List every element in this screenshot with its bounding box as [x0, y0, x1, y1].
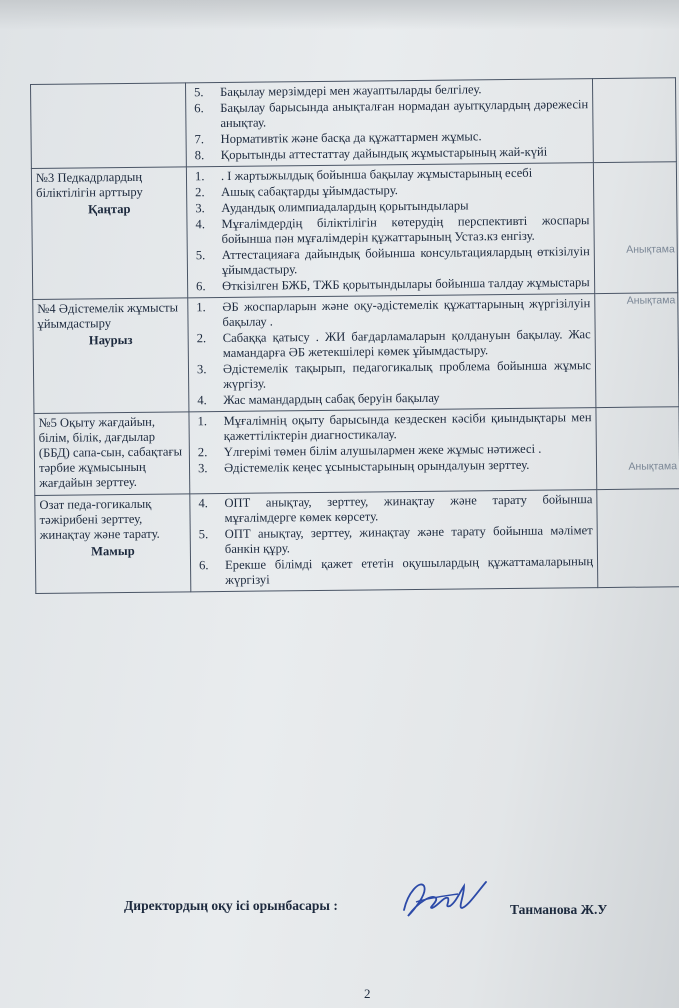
task-item	[190, 97, 588, 131]
result-note: Анықтама	[628, 460, 678, 473]
result-cell	[597, 489, 679, 588]
task-item	[195, 554, 593, 588]
task-list	[194, 492, 593, 588]
task-text: Аудандық олимпиадалардың қорытындылары	[221, 198, 469, 216]
result-note: Анықтама	[626, 294, 676, 307]
task-text: Жас мамандардың сабақ беруін бақылау	[223, 390, 440, 407]
task-number: 5.	[194, 85, 204, 100]
task-number: 4.	[198, 496, 208, 511]
tasks-cell	[186, 163, 594, 298]
task-number: 1.	[196, 300, 206, 315]
month-label: Мамыр	[91, 543, 135, 559]
task-text: Мұғалімдердің біліктілігін көтерудің перспективті жоспары бойынша пән мұғалімдерін құжаттарының Устаз.кз енгізу.	[221, 213, 590, 247]
month-label	[39, 491, 185, 493]
task-number: 6.	[198, 558, 209, 573]
task-number: 7.	[194, 132, 205, 147]
topic-text: №3 Педкадрлардың біліктілігін арттыру	[35, 169, 143, 200]
topic-text	[35, 85, 181, 87]
month-label: Қаңтар	[88, 201, 131, 217]
task-list	[193, 410, 592, 476]
task-number: 3.	[197, 461, 208, 476]
task-number: 4.	[195, 217, 206, 232]
task-number: 3.	[196, 362, 207, 377]
task-item	[192, 296, 590, 330]
task-list	[190, 81, 589, 163]
topic-text: №5 Оқыту жағдайын, білім, білік, дағдылар (ББД) сапа-сын, сабақтағы тәрбие жұмысының жағдайын зерттеу.	[38, 414, 183, 490]
tasks-cell	[188, 294, 596, 412]
result-cell	[595, 293, 679, 408]
topic-cell	[31, 83, 187, 169]
month-label	[35, 87, 181, 89]
task-text: Үлгерімі төмен білім алушылармен жеке жұмыс нәтижесі .	[223, 441, 542, 459]
task-text: ОПТ анықтау, зерттеу, жинақтау және тарату бойынша мәлімет банкін құру.	[224, 523, 593, 556]
task-item	[193, 410, 591, 444]
task-text: Бақылау мерзімдері мен жауаптыларды белгілеу.	[220, 82, 482, 100]
topic-text: Озат педа-гогикалық тәжірибені зерттеу, жинақтау және тарату.	[39, 496, 160, 542]
page-number: 2	[364, 986, 371, 1001]
topic-cell	[34, 412, 190, 496]
table-row	[31, 162, 677, 300]
task-text: ӘБ жоспарларын және оқу-әдістемелік құжаттарының жүргізілуін бақылау .	[222, 296, 591, 329]
task-number: 1.	[197, 414, 208, 429]
result-cell	[596, 407, 679, 490]
table-row	[31, 78, 677, 169]
page-shadow	[0, 0, 679, 30]
task-number: 8.	[194, 148, 205, 163]
table-row	[35, 489, 679, 594]
tasks-cell	[189, 408, 597, 494]
task-text: Әдістемелік тақырып, педагогикалық проблема бойынша жұмыс жүргізу.	[222, 358, 592, 391]
task-number: 5.	[198, 527, 209, 542]
task-number: 3.	[195, 201, 205, 216]
tasks-cell	[190, 490, 598, 592]
handwritten-signature	[398, 872, 490, 928]
task-text: Ашық сабақтарды ұйымдастыру.	[221, 183, 398, 200]
task-item	[191, 213, 589, 247]
table-row	[34, 407, 679, 496]
task-text: Өткізілген БЖБ, ТЖБ қорытындылары бойынша талдау жұмыстары	[222, 275, 590, 293]
task-number: 2.	[195, 185, 205, 200]
task-item	[193, 327, 591, 361]
task-number: 4.	[197, 393, 207, 408]
task-text: Мұғалімнің оқыту барысында кездескен кәсіби қиындықтары мен қажеттіліктерін диагностикалау.	[223, 410, 592, 443]
result-cell	[592, 78, 676, 163]
topic-cell	[35, 494, 191, 594]
task-text: Қорытынды аттестаттау дайындық жұмыстарының жай-күйі	[220, 144, 548, 163]
task-number: 2.	[196, 331, 207, 346]
task-number: 5.	[195, 248, 206, 263]
task-list	[191, 165, 590, 294]
table-row	[33, 293, 679, 414]
result-note: Анықтама	[626, 243, 675, 256]
topic-text: №4 Әдістемелік жұмысты ұйымдастыру	[37, 300, 179, 331]
task-item	[192, 244, 590, 278]
task-number: 6.	[196, 279, 206, 294]
topic-cell	[31, 167, 187, 300]
task-item	[191, 144, 589, 163]
task-item	[193, 358, 591, 392]
plan-table	[30, 77, 679, 594]
topic-cell	[33, 298, 189, 414]
result-cell	[593, 162, 677, 294]
task-text: Ерекше білімді қажет ететін оқушылардың құжаттамаларының жүргізуі	[224, 554, 594, 587]
task-text: Аттестацияаға дайындық бойынша консультациялардың өткізілуін ұйымдастыру.	[221, 244, 590, 277]
task-item	[194, 457, 592, 476]
task-number: 1.	[194, 169, 205, 184]
task-text: Сабаққа қатысу . ЖИ бағдарламаларын қолдануын бақылау. Жас мамандарға ӘБ жетекшілері көмек ұйымдастыру.	[222, 327, 591, 360]
footer-position: Директордың оқу ісі орынбасары :	[124, 898, 338, 913]
task-text: . І жартыжылдық бойынша бақылау жұмыстарының есебі	[220, 165, 533, 184]
task-text: ОПТ анықтау, зерттеу, жинақтау және тарату бойынша мұғалімдерге көмек көрсету.	[224, 492, 593, 525]
task-number: 2.	[197, 445, 208, 460]
task-item	[194, 492, 592, 526]
task-item	[192, 275, 590, 294]
task-text: Нормативтік және басқа да құжаттармен жұмыс.	[220, 129, 482, 147]
task-number: 6.	[194, 101, 204, 116]
task-list	[192, 296, 591, 408]
task-item	[193, 389, 591, 408]
footer-signer-name: Танманова Ж.У	[510, 902, 608, 917]
task-item	[195, 523, 593, 557]
task-text: Бақылау барысында анықталған нормадан ауытқулардың дәрежесін анықтау.	[220, 97, 589, 131]
tasks-cell	[185, 79, 593, 167]
task-text: Әдістемелік кеңес ұсыныстарының орындалуын зерттеу.	[223, 457, 530, 475]
month-label: Наурыз	[88, 332, 133, 348]
